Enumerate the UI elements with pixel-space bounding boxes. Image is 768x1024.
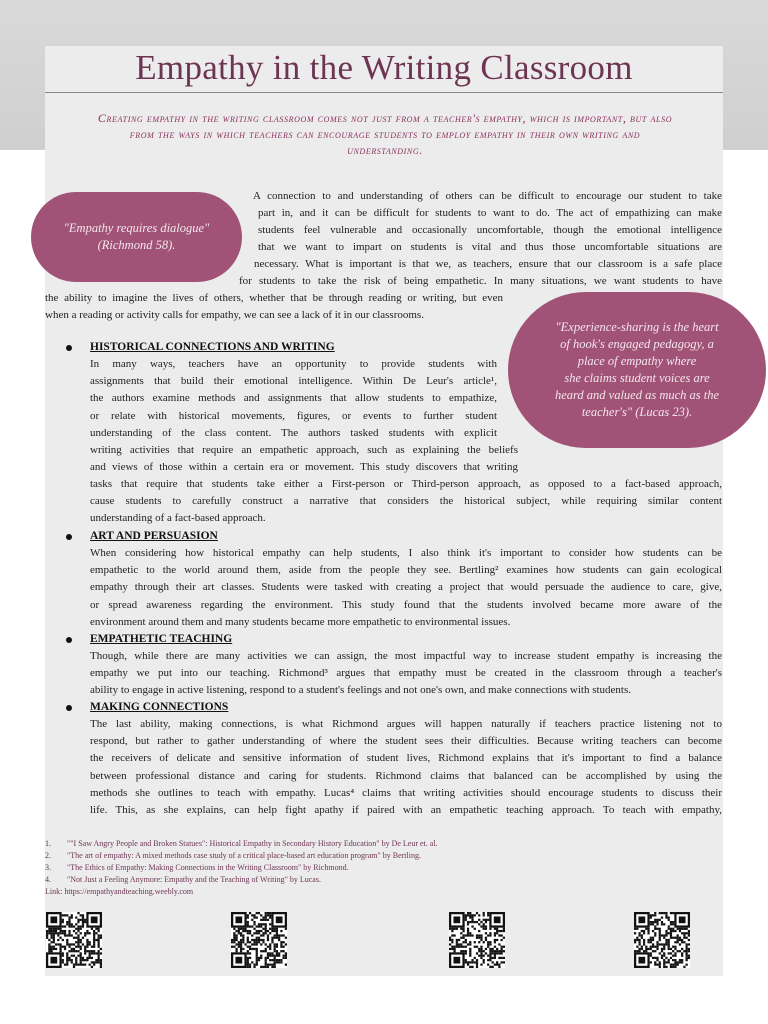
footnote-text: "Not Just a Feeling Anymore: Empathy and the Teaching of Writing" by Lucas. xyxy=(67,875,321,884)
text-line: writing activities that require an empathetic approach, such as explaining the beliefs xyxy=(90,444,518,456)
text-line: empathetic to the world around them, aside from the people they see. Bertling² examines how students can gain ecological xyxy=(90,564,722,577)
text-line: ability to engage in active listening, respond to a student's feelings and not one's own, and make connections with students. xyxy=(90,684,632,697)
text-line: The last ability, making connections, is what Richmond argues will happen naturally if teachers practice listening not to xyxy=(90,718,722,730)
footnote-number: 1. xyxy=(45,839,51,848)
text-line: environment around them and many students became more empathetic to environmental issues. xyxy=(90,615,511,628)
section-body-connections xyxy=(90,716,722,819)
text-line: between professional distance and caring for students. Richmond claims that balanced can be accomplished by using the xyxy=(90,769,722,782)
text-line: the receivers of delicate and sensitive information of student lives, Richmond explains that it's important to find a balance xyxy=(90,752,722,765)
text-line: When considering how historical empathy can help students, I also think it's important to consider how students can be xyxy=(90,547,722,559)
quote-citation: (Richmond 58). xyxy=(97,238,176,252)
footnote-number: 2. xyxy=(45,851,51,860)
text-line: or spread awareness regarding the environment. This study found that the students involved became more aware of the xyxy=(90,598,722,611)
subtitle-line: Creating empathy in the writing classroom comes not just from a teacher's empathy, which is important, but also xyxy=(97,111,673,125)
title-divider xyxy=(45,92,723,93)
text-line: A connection to and understanding of others can be difficult to encourage our student to take xyxy=(253,190,722,202)
text-line: understanding of a fact-based approach. xyxy=(90,512,266,525)
pull-quote-dialogue xyxy=(31,192,242,282)
quote-line: place of empathy where xyxy=(577,354,697,368)
subtitle xyxy=(50,110,720,158)
section-body-historical-wide xyxy=(90,476,722,528)
text-line: the authors examine methods and assignments that allow students to empathize, xyxy=(90,392,497,405)
bullet-icon xyxy=(66,534,72,540)
text-line: part in, and it can be difficult for students to want to do. The act of empathizing can make xyxy=(258,207,722,219)
subtitle-line: from the ways in which teachers can encourage students to employ empathy in their own writing and xyxy=(129,127,641,141)
pull-quote-experience xyxy=(508,292,766,448)
subtitle-line: understanding. xyxy=(347,143,423,157)
quote-line: "Experience-sharing is the heart xyxy=(555,320,719,334)
text-line: students feel vulnerable and occasionally uncomfortable, though the emotional intelligence xyxy=(258,224,722,236)
bullet-icon xyxy=(66,637,72,643)
quote-line: heard and valued as much as the xyxy=(554,388,720,402)
bullet-icon xyxy=(66,705,72,711)
footnote-text: ""I Saw Angry People and Broken Statues": Historical Empathy in Secondary History Education" by De Leur et. al. xyxy=(67,839,438,848)
footnote-1 xyxy=(45,838,438,850)
qr-code-icon[interactable] xyxy=(634,912,690,968)
footnote-2 xyxy=(45,850,421,862)
text-line: the ability to imagine the lives of others, whether that be through reading or writing, but even xyxy=(45,292,503,304)
section-heading-connections: MAKING CONNECTIONS xyxy=(90,701,229,713)
text-line: respond, but rather to gather understanding of where the student sees their difficulties. Because writing teachers can become xyxy=(90,735,722,748)
section-heading-teaching: EMPATHETIC TEACHING xyxy=(90,633,233,645)
text-line: life. This, as she explains, can help fight apathy if paired with an empathetic teaching approach. To teach with empathy, xyxy=(90,804,722,817)
intro-line: when a reading or activity calls for empathy, we can see a lack of it in our classrooms. xyxy=(45,309,424,321)
text-line: and views of those within a certain era or movement. This study discovers that writing xyxy=(90,461,518,474)
text-line: or relate with historical movements, figures, or events to further student xyxy=(90,409,497,422)
intro-paragraph-top xyxy=(253,188,722,205)
section-heading-historical: HISTORICAL CONNECTIONS AND WRITING xyxy=(90,341,335,353)
bullet-icon xyxy=(66,345,72,351)
footnote-3 xyxy=(45,862,349,874)
quote-line: she claims student voices are xyxy=(564,371,710,385)
website-link[interactable]: Link: https://empathyandteaching.weebly.com xyxy=(45,887,194,896)
footnote-text: "The Ethics of Empathy: Making Connections in the Writing Classroom" by Richmond. xyxy=(67,863,349,872)
footnote-4 xyxy=(45,874,321,886)
section-heading-art: ART AND PERSUASION xyxy=(90,530,218,542)
section-body-teaching xyxy=(90,648,722,700)
text-line: necessary. What is important is that we, as teachers, ensure that our classroom is a safe place xyxy=(254,258,722,270)
text-line: assignments that build their emotional intelligence. Within De Leur's article¹, xyxy=(90,375,497,388)
text-line: Though, while there are many activities we can assign, the most impactful way to increase student empathy is increasing the xyxy=(90,650,722,662)
text-line: methods she outlines to teach with empathy. Lucas⁴ claims that writing activities should encourage students to discuss their xyxy=(90,786,722,799)
footnote-number: 4. xyxy=(45,875,51,884)
text-line: tasks that require that students take either a First-person or Third-person approach, as opposed to a fact-based approach, xyxy=(90,478,722,490)
section-body-historical-mid xyxy=(90,442,518,476)
qr-code-icon[interactable] xyxy=(449,912,505,968)
qr-code-icon[interactable] xyxy=(46,912,102,968)
text-line: In many ways, teachers have an opportunity to provide students with xyxy=(90,358,497,370)
footnote-text: "The art of empathy: A mixed methods case study of a critical place-based art education program" by Bertling. xyxy=(67,851,421,860)
text-line: understanding of the class content. The authors tasked students with explicit xyxy=(90,426,497,439)
quote-citation: teacher's" (Lucas 23). xyxy=(581,405,693,419)
quote-line: of hook's engaged pedagogy, a xyxy=(560,337,714,351)
intro-line xyxy=(254,256,722,273)
text-line: empathy we put into our teaching. Richmond³ argues that empathy must be created in the classroom through a teacher's xyxy=(90,667,722,680)
text-line: cause students to carefully construct a narrative that considers the historical subject, while requiring similar content xyxy=(90,495,722,508)
section-body-historical-narrow xyxy=(90,356,497,442)
text-line: that we want to impart on students is vital and thus those uncomfortable situations are xyxy=(258,241,722,253)
intro-line xyxy=(258,222,722,239)
text-line: empathy through their art classes. Students were tasked with creating a project that would persuade the audience to care, give, xyxy=(90,581,722,594)
section-body-art xyxy=(90,545,722,631)
intro-line xyxy=(258,239,722,256)
qr-code-icon[interactable] xyxy=(231,912,287,968)
quote-line: "Empathy requires dialogue" xyxy=(63,221,210,235)
intro-line xyxy=(239,273,722,290)
intro-line xyxy=(258,205,722,222)
page-title: Empathy in the Writing Classroom xyxy=(135,48,633,87)
footnote-number: 3. xyxy=(45,863,51,872)
intro-line xyxy=(45,290,503,307)
text-line: for students to take the risk of being empathetic. In many situations, we want students to have xyxy=(239,275,722,287)
